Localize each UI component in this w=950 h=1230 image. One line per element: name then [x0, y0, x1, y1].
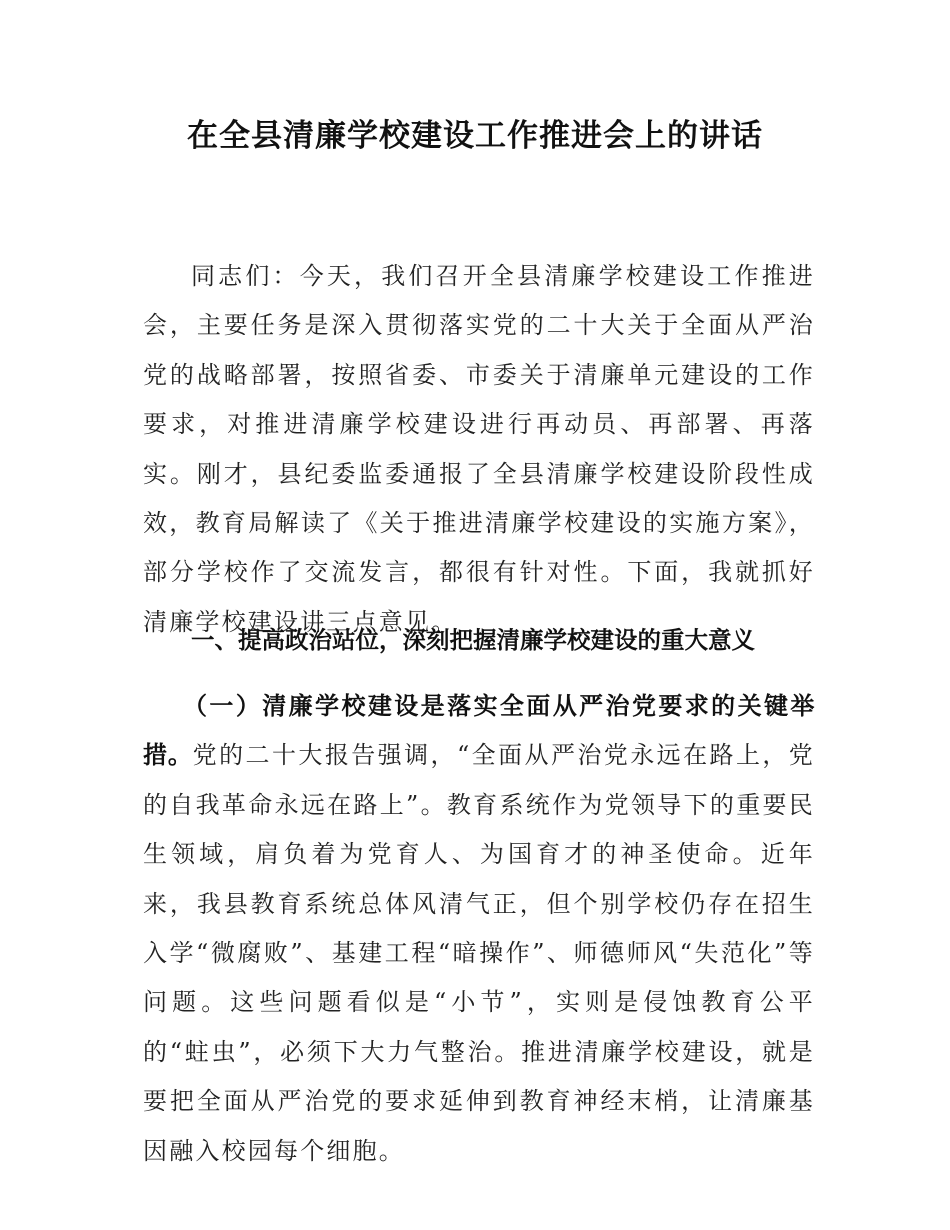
subsection-text-1: 党的二十大报告强调，“全面从严治党永远在路上，党的自我革命永远在路上”。教育系统作为党领导下的重要民生领域，肩负着为党育人、为国育才的神圣使命。近年来，我县教育系统总体风清气正，但个别学校仍存在招生入学“微腐败”、基建工程“暗操作”、师德师风“失范化”等问题。这些问题看似是“小节”，实则是侵蚀教育公平的“蛀虫”，必须下大力气整治。推进清廉学校建设，就是要把全面从严治党的要求延伸到教育神经末梢，让清廉基因融入校园每个细胞。 [143, 741, 816, 1165]
document-title: 在全县清廉学校建设工作推进会上的讲话 [187, 118, 763, 154]
section-heading-1: 一、提高政治站位，深刻把握清廉学校建设的重大意义 [191, 626, 755, 654]
subsection-lead-1: （一）清廉学校建设是落实全面从严治党要求的关键举措。 [143, 692, 815, 770]
subsection-paragraph-1 [143, 682, 815, 1176]
opening-paragraph: 同志们：今天，我们召开全县清廉学校建设工作推进会，主要任务是深入贯彻落实党的二十大关于全面从严治党的战略部署，按照省委、市委关于清廉单元建设的工作要求，对推进清廉学校建设进行再动员、再部署、再落实。刚才，县纪委监委通报了全县清廉学校建设阶段性成效，教育局解读了《关于推进清廉学校建设的实施方案》，部分学校作了交流发言，都很有针对性。下面，我就抓好清廉学校建设讲三点意见。 [143, 262, 815, 636]
